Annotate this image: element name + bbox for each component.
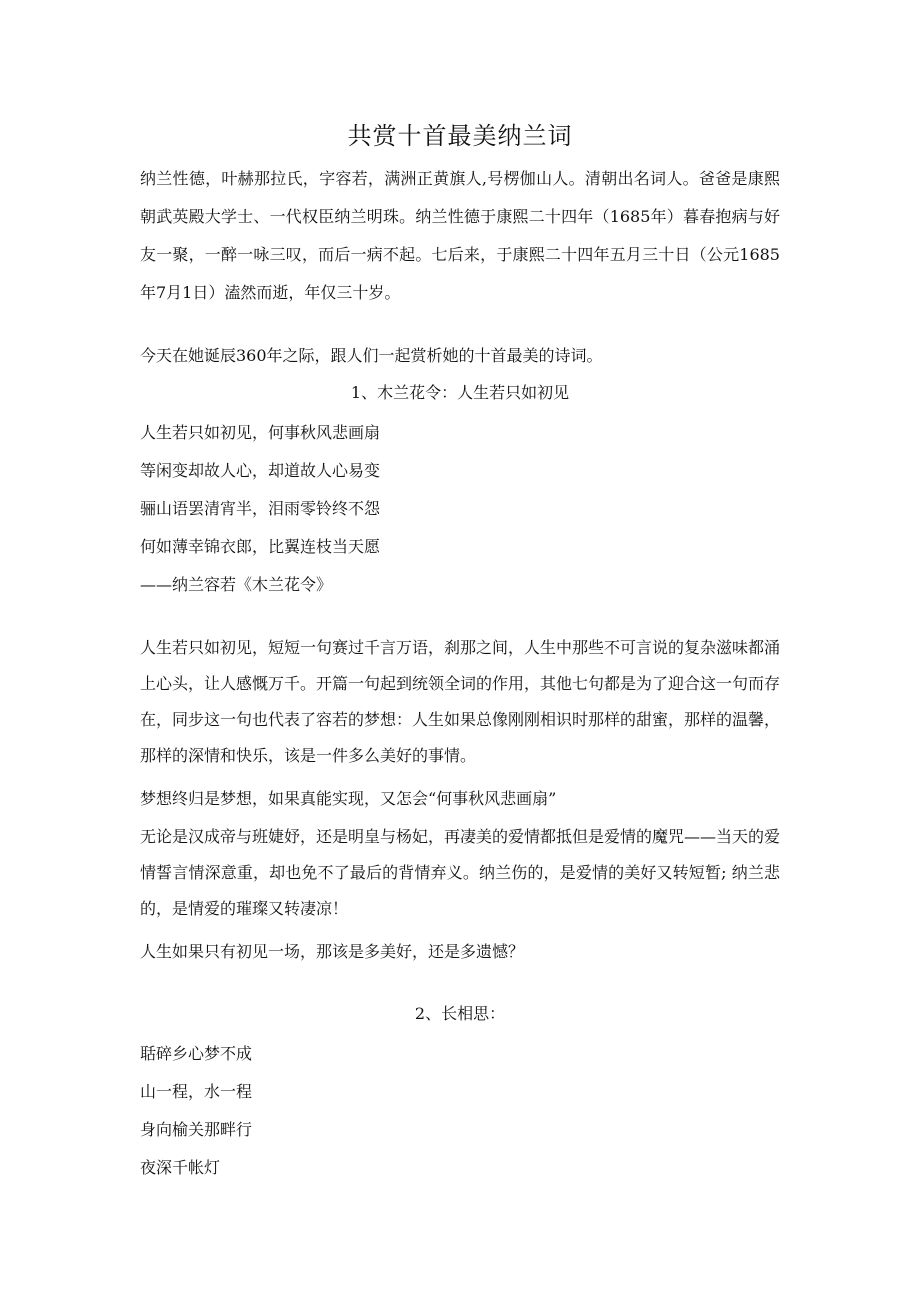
commentary-paragraph: 人生若只如初见，短短一句赛过千言万语，刹那之间，人生中那些不可言说的复杂滋味都涌上心头，让人感慨万千。开篇一句起到统领全词的作用，其他七句都是为了迎合这一句而存在，同步这一句也代表了容若的梦想：人生如果总像刚刚相识时那样的甜蜜，那样的温馨，那样的深情和快乐，该是一件多么美好的事情。 [140, 638, 781, 765]
poem-attribution: ——纳兰容若《木兰花令》 [140, 575, 333, 594]
poem-line: 聒碎乡心梦不成 [140, 1044, 253, 1063]
poem-line: 山一程，水一程 [140, 1082, 253, 1101]
lead-paragraph: 今天在她诞辰360年之际，跟人们一起赏析她的十首最美的诗词。 [140, 346, 603, 365]
poem-line: 人生若只如初见，何事秋风悲画扇 [140, 423, 381, 442]
poem-line: 骊山语罢清宵半，泪雨零铃终不怨 [140, 499, 381, 518]
poem-line: 夜深千帐灯 [140, 1158, 221, 1177]
poem-line: 何如薄幸锦衣郎，比翼连枝当天愿 [140, 537, 381, 556]
poem-heading-1: 1、木兰花令：人生若只如初见 [350, 383, 570, 402]
poem-line: 身向榆关那畔行 [140, 1120, 253, 1139]
page-title: 共赏十首最美纳兰词 [347, 122, 573, 150]
commentary-paragraph: 人生如果只有初见一场，那该是多美好，还是多遗憾？ [140, 942, 525, 961]
commentary-paragraph: 梦想终归是梦想，如果真能实现，又怎会“何事秋风悲画扇” [140, 789, 557, 808]
poem-heading-2: 2、长相思： [414, 1004, 506, 1023]
intro-paragraph: 纳兰性德，叶赫那拉氏，字容若，满洲正黄旗人,号楞伽山人。清朝出名词人。爸爸是康熙朝武英殿大学士、一代权臣纳兰明珠。纳兰性德于康熙二十四年（1685年）暮春抱病与好友一聚，一醉一咏三叹，而后一病不起。七后来，于康熙二十四年五月三十日（公元1685年7月1日）溘然而逝，年仅三十岁。 [140, 169, 780, 302]
commentary-paragraph: 无论是汉成帝与班婕妤，还是明皇与杨妃，再凄美的爱情都抵但是爱情的魔咒——当天的爱情誓言情深意重，却也免不了最后的背情弃义。纳兰伤的，是爱情的美好又转短暂; 纳兰悲的，是情爱的璀璨又转凄凉！ [140, 827, 781, 918]
poem-line: 等闲变却故人心，却道故人心易变 [140, 461, 381, 480]
